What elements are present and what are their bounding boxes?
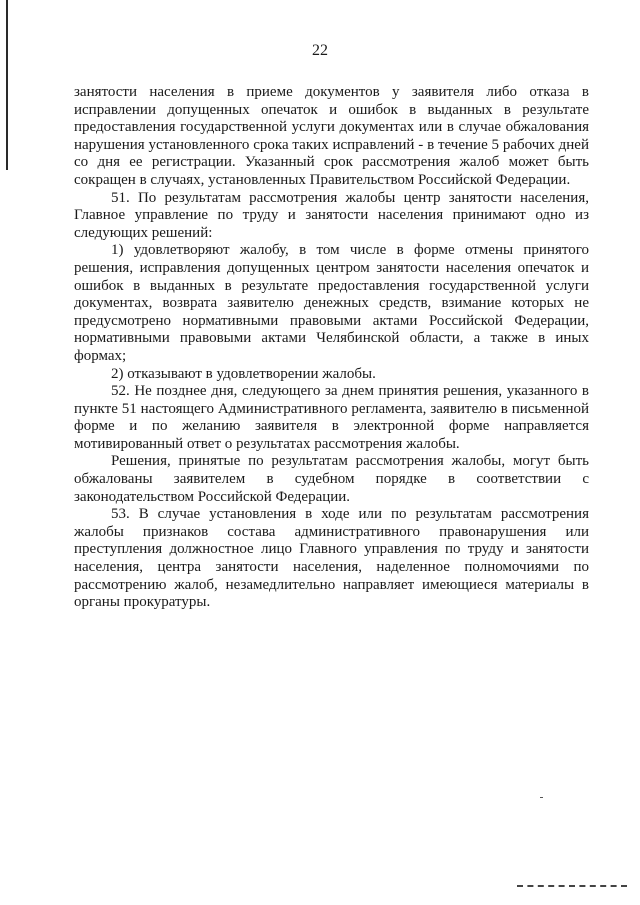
page-number: 22 xyxy=(312,42,328,59)
paragraph-52: 52. Не позднее дня, следующего за днем принятия решения, указанного в пункте 51 настоящего Административного регламента, заявителю в письменной форме и по желанию заявителя в электронной форме направляется мотивированный ответ о результатах рассмотрения жалобы. xyxy=(74,383,589,452)
scan-footer-marks xyxy=(517,885,627,889)
paragraph-52-appeal: Решения, принятые по результатам рассмотрения жалобы, могут быть обжалованы заявителем в судебном порядке в соответствии с законодательством Российской Федерации. xyxy=(74,453,589,505)
paragraph-53: 53. В случае установления в ходе или по результатам рассмотрения жалобы признаков состава административного правонарушения или преступления должностное лицо Главного управления по труду и занятости населения, центра занятости населения, наделенное полномочиями по рассмотрению жалоб, незамедлительно направляет имеющиеся материалы в органы прокуратуры. xyxy=(74,506,589,611)
paragraph-51-item-2: 2) отказывают в удовлетворении жалобы. xyxy=(111,365,376,382)
scan-edge-line xyxy=(6,0,8,170)
paragraph-51-item-1: 1) удовлетворяют жалобу, в том числе в форме отмены принятого решения, исправления допущенных центром занятости населения опечаток и ошибок в выданных в результате предоставления государственной услуги документах, возврата заявителю денежных средств, взимание которых не предусмотрено нормативными правовыми актами Российской Федерации, нормативными правовыми актами Челябинской области, а также в иных формах; xyxy=(74,242,589,364)
paragraph-continuation: занятости населения в приеме документов у заявителя либо отказа в исправлении допущенных опечаток и ошибок в выданных в результате предоставления государственной услуги документах или в случае обжалования нарушения установленного срока таких исправлений - в течение 5 рабочих дней со дня ее регистрации. Указанный срок рассмотрения жалоб может быть сокращен в случаях, установленных Правительством Российской Федерации. xyxy=(74,84,589,188)
document-body xyxy=(74,84,589,612)
paragraph-51: 51. По результатам рассмотрения жалобы центр занятости населения, Главное управление по труду и занятости населения принимают одно из следующих решений: xyxy=(74,189,589,241)
scan-speck xyxy=(540,797,543,798)
